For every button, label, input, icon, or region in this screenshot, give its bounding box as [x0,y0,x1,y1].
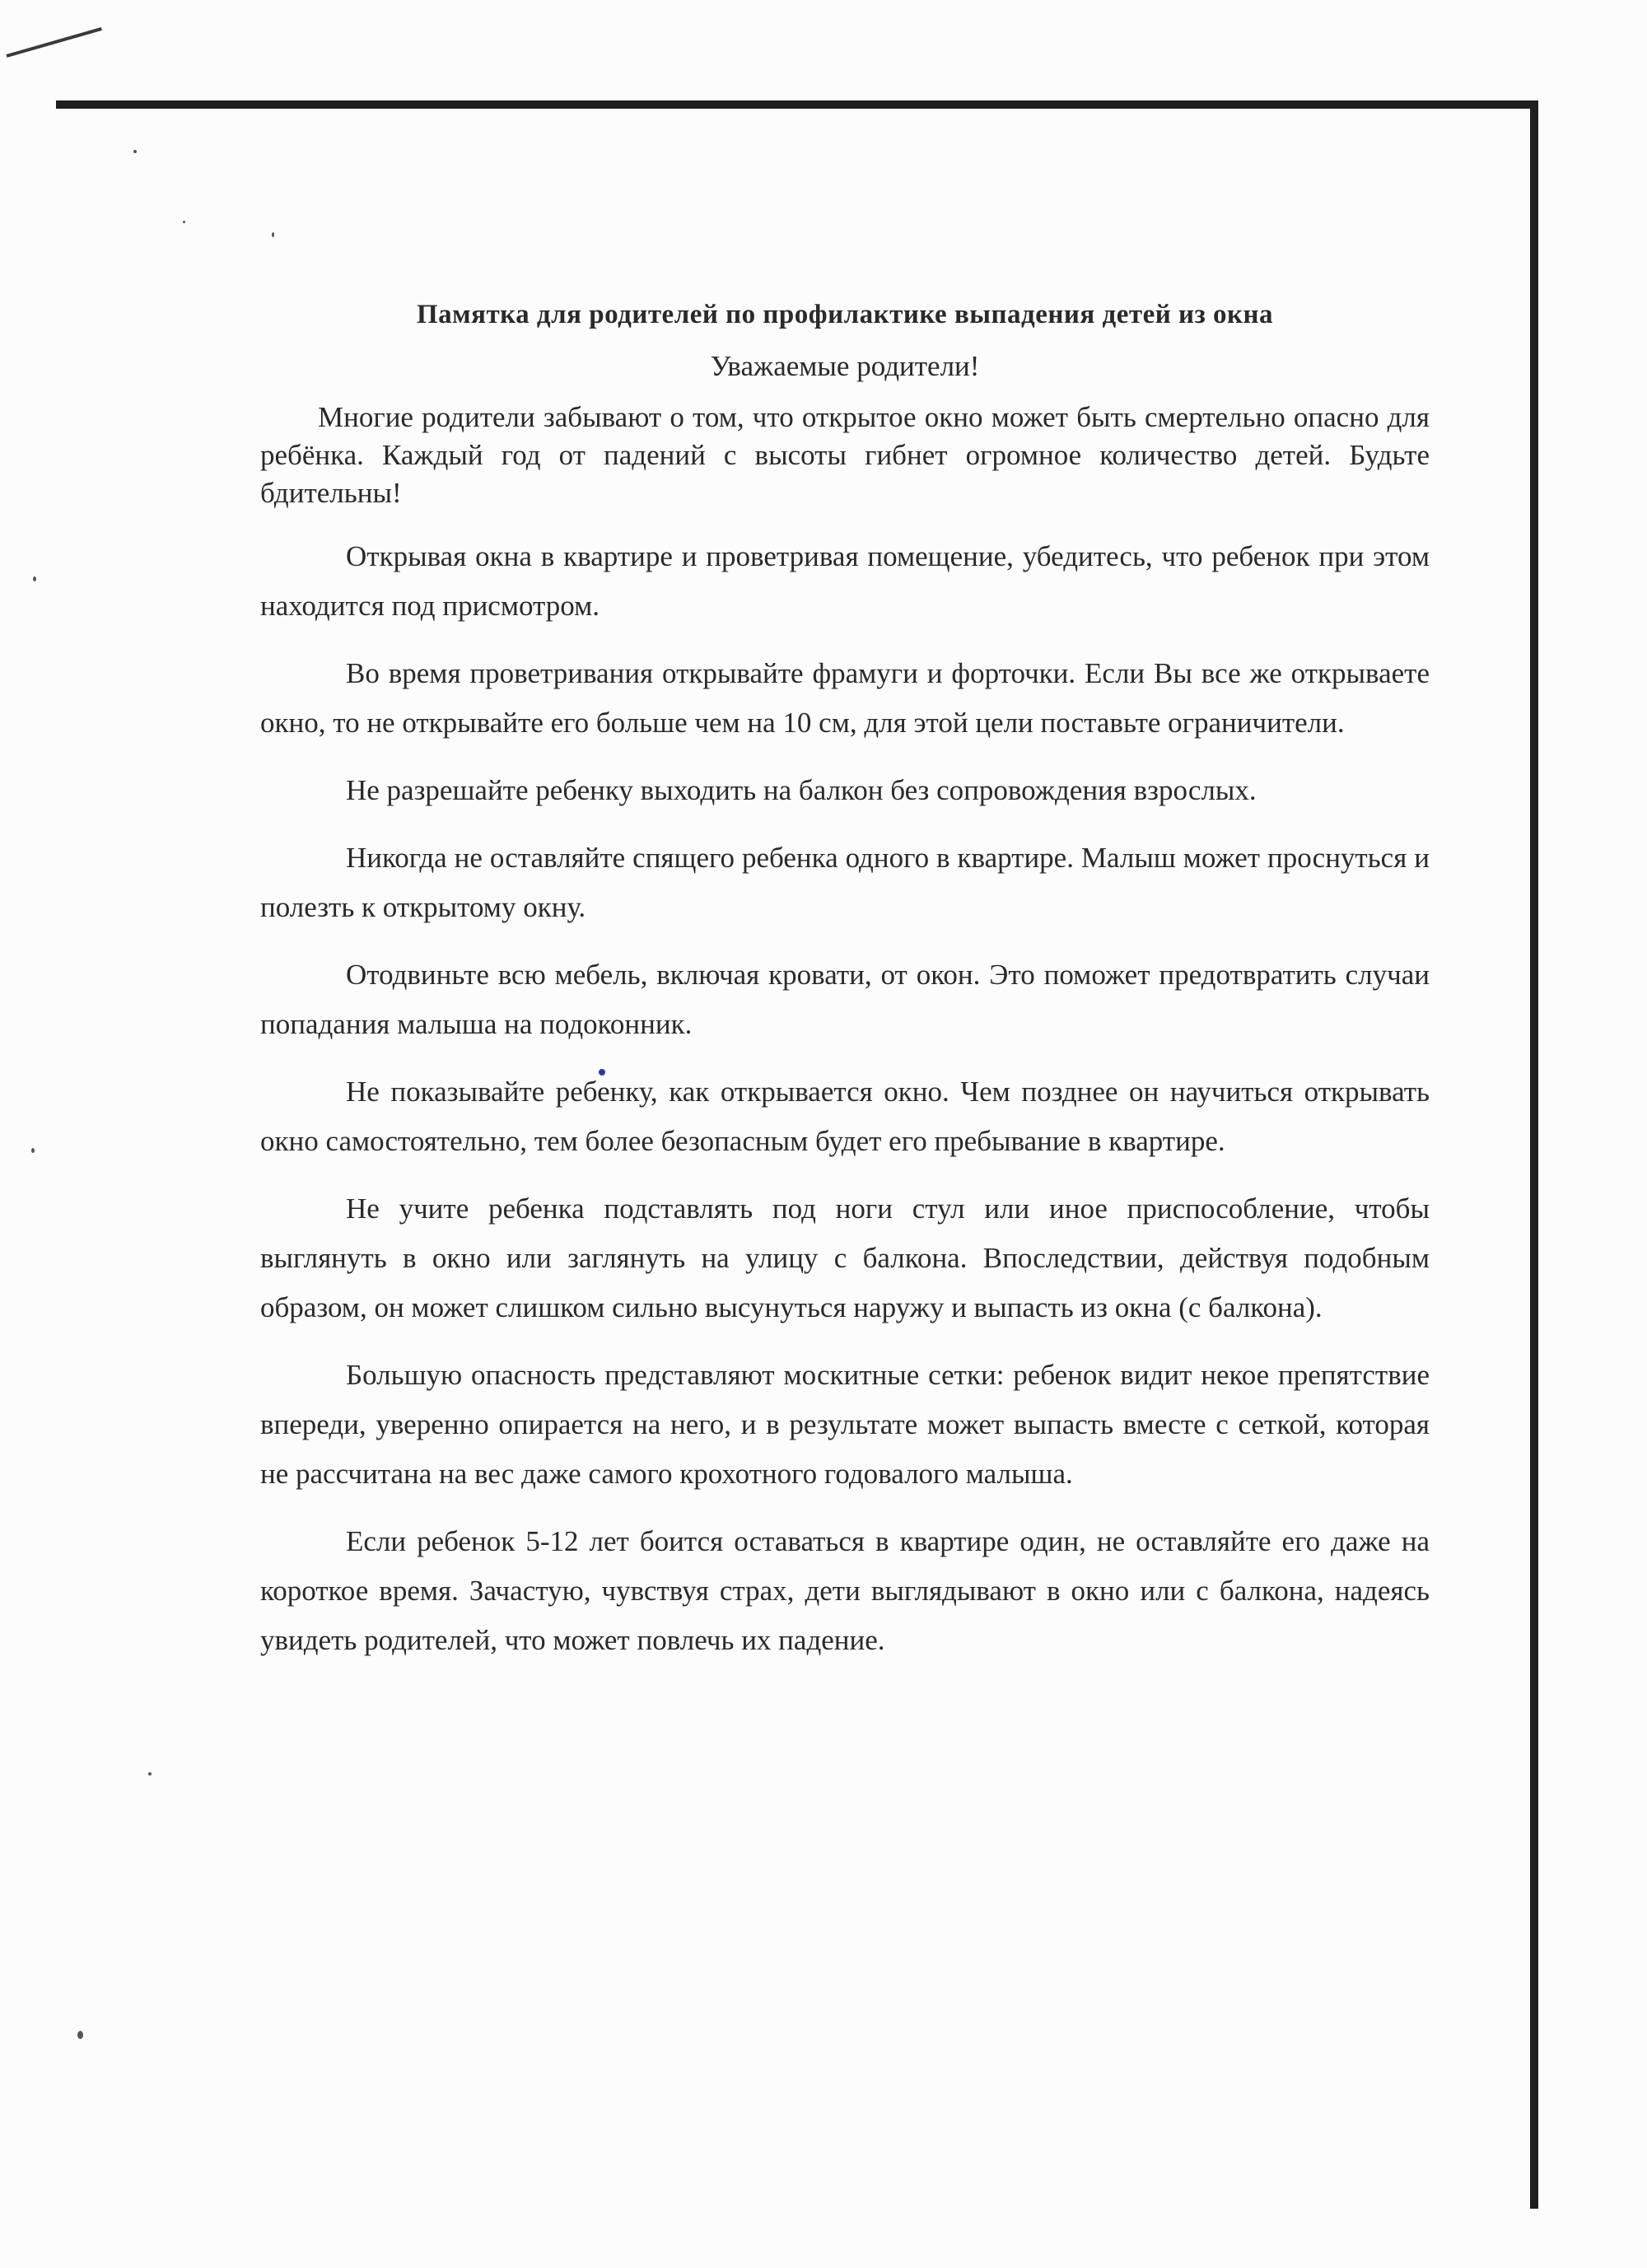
page-border-right [1530,100,1538,2209]
scan-speck [183,221,185,223]
scan-speck [33,576,36,581]
paragraph-no-chair: Не учите ребенка подставлять под ноги стул или иное приспособление, чтобы выглянуть в окно или заглянуть на улицу с балкона. Впоследствии, действуя подобным образом, он может слишком сильно высунуться наружу и выпасть из окна (с балкона). [260,1192,1430,1323]
paragraph-intro: Многие родители забывают о том, что открытое окно может быть смертельно опасно для ребёнка. Каждый год от падений с высоты гибнет огромное количество детей. Будьте бдительны! [260,401,1430,509]
paragraph-window-limiters: Во время проветривания открывайте фрамуги и форточки. Если Вы все же открываете окно, то не открывайте его больше чем на 10 см, для этой цели поставьте ограничители. [260,657,1430,739]
paragraph-child-alone: Если ребенок 5-12 лет боится оставаться в квартире один, не оставляйте его даже на короткое время. Зачастую, чувствуя страх, дети выглядывают в окно или с балкона, надеясь увидеть родителей, что может повлечь их падение. [260,1525,1430,1656]
memo-title: Памятка для родителей по профилактике выпадения детей из окна [416,300,1274,329]
scan-speck [272,232,274,237]
paragraph-mosquito-nets: Большую опасность представляют москитные сетки: ребенок видит некое препятствие впереди, уверенно опирается на него, и в результате может выпасть вместе с сеткой, которая не рассчитана на вес даже самого крохотного годовалого малыша. [260,1359,1430,1490]
scan-speck [133,150,137,153]
page-border-top [56,100,1538,109]
paragraph-sleeping-child: Никогда не оставляйте спящего ребенка одного в квартире. Малыш может проснуться и полезть к открытому окну. [260,842,1430,923]
paragraph-move-furniture: Отодвиньте всю мебель, включая кровати, от окон. Это поможет предотвратить случаи попадания малыша на подоконник. [260,959,1430,1040]
scan-speck [77,2031,83,2039]
paragraph-balcony: Не разрешайте ребенку выходить на балкон без сопровождения взрослых. [346,774,1257,806]
paragraph-ventilation-supervision: Открывая окна в квартире и проветривая помещение, убедитесь, что ребенок при этом находится под присмотром. [260,540,1430,622]
scan-speck [31,1148,35,1153]
scan-speck [148,1772,152,1776]
pen-mark [6,27,101,58]
memo-body [260,296,1430,1665]
paragraph-do-not-show-opening: Не показывайте ребенку, как открывается окно. Чем позднее он научиться открывать окно самостоятельно, тем более безопасным будет его пребывание в квартире. [260,1076,1430,1157]
salutation: Уважаемые родители! [710,350,980,382]
